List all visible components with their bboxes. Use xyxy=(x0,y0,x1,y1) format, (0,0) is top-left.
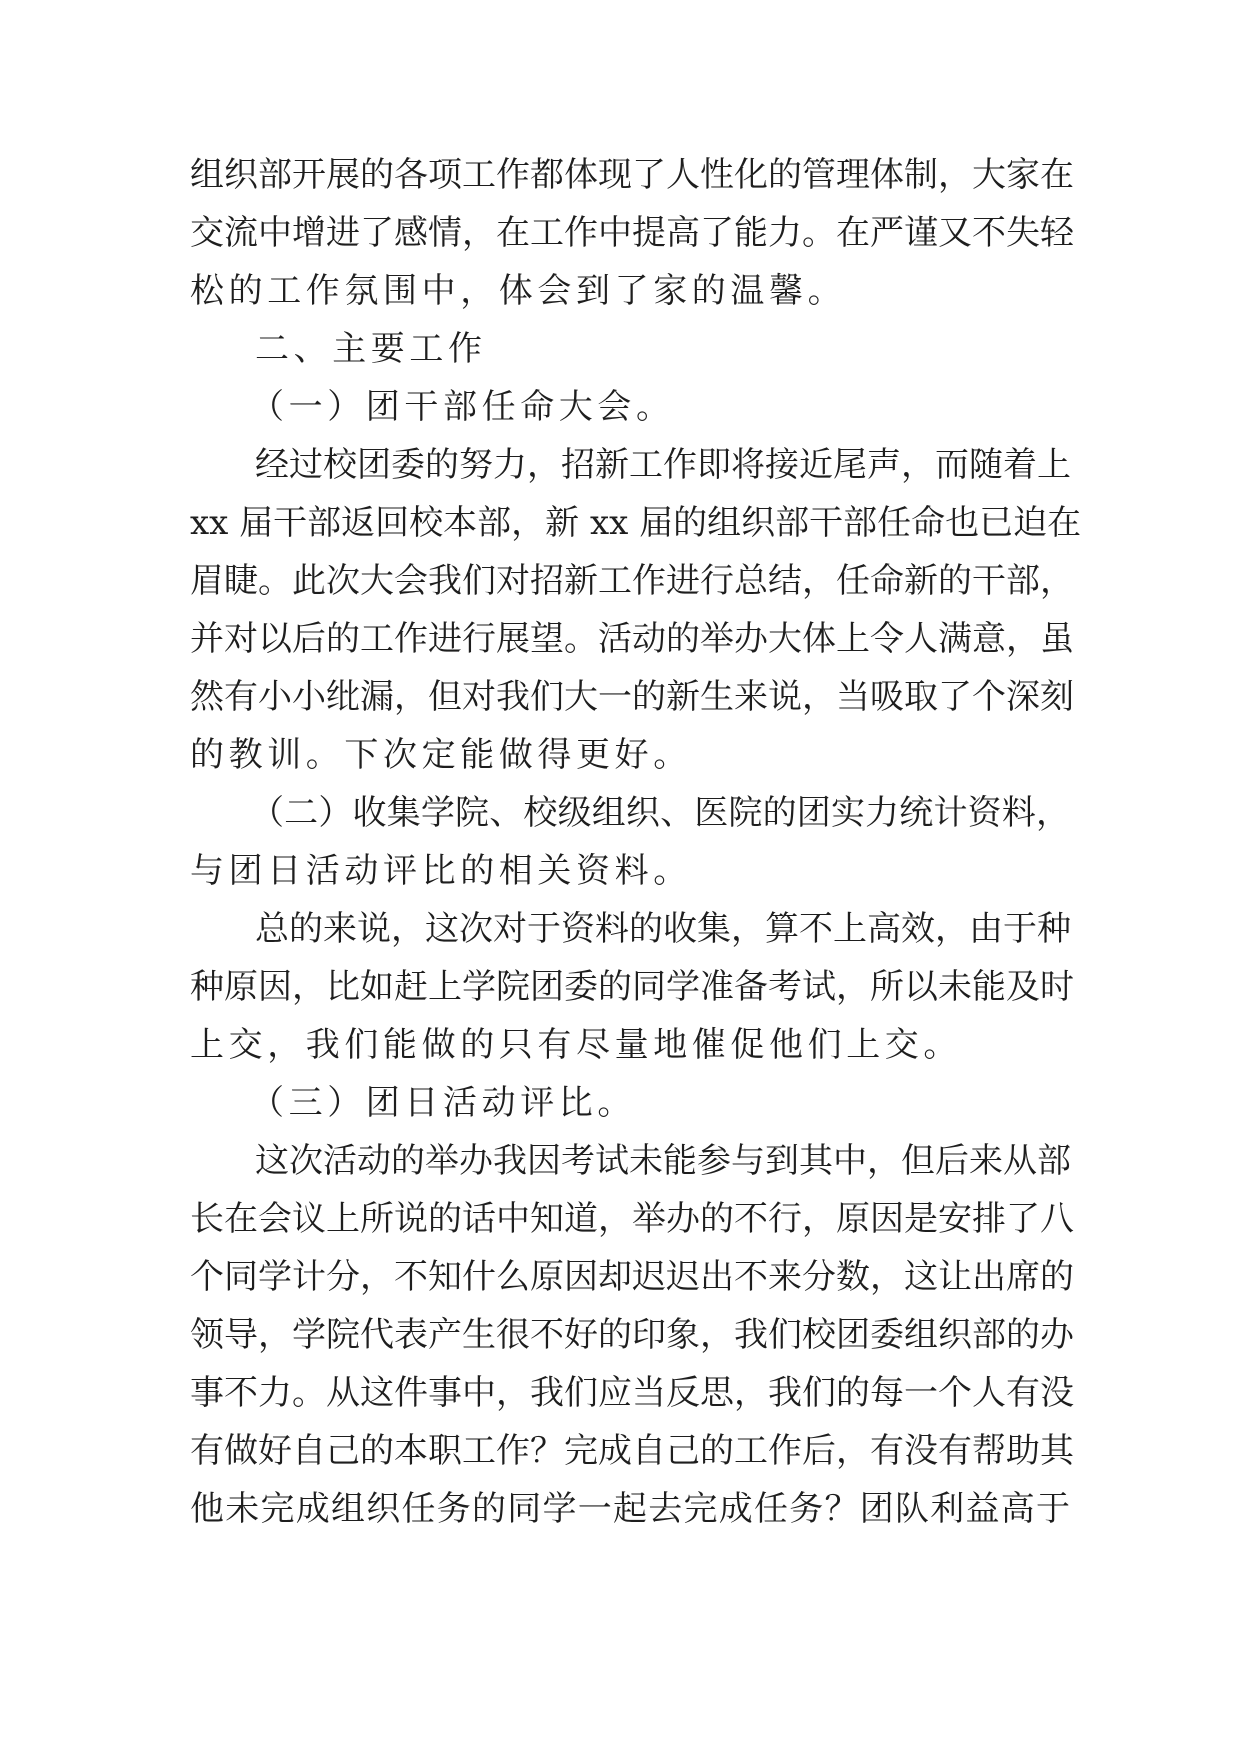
paragraph-line: 有做好自己的本职工作？完成自己的工作后，有没有帮助其 xyxy=(190,1431,1074,1471)
subsection-heading: （三）团日活动评比。 xyxy=(250,1083,636,1123)
paragraph-line: 交流中增进了感情，在工作中提高了能力。在严谨又不失轻 xyxy=(190,213,1074,253)
section-heading: 二、主要工作 xyxy=(255,329,487,369)
paragraph-line: 领导，学院代表产生很不好的印象，我们校团委组织部的办 xyxy=(190,1315,1074,1355)
paragraph-line: 个同学计分，不知什么原因却迟迟出不来分数，这让出席的 xyxy=(190,1257,1074,1297)
paragraph-line: 松的工作氛围中，体会到了家的温馨。 xyxy=(190,271,847,311)
paragraph-line: 的教训。下次定能做得更好。 xyxy=(190,735,692,775)
paragraph-line: 并对以后的工作进行展望。活动的举办大体上令人满意，虽 xyxy=(190,619,1074,659)
paragraph-line: 这次活动的举办我因考试未能参与到其中，但后来从部 xyxy=(255,1141,1071,1181)
subsection-heading: （二）收集学院、校级组织、医院的团实力统计资料， xyxy=(250,793,1070,833)
paragraph-line: 眉睫。此次大会我们对招新工作进行总结，任命新的干部， xyxy=(190,561,1074,601)
subsection-heading: （一）团干部任命大会。 xyxy=(250,387,675,427)
paragraph-line: 然有小小纰漏，但对我们大一的新生来说，当吸取了个深刻 xyxy=(190,677,1074,717)
paragraph-line: 种原因，比如赶上学院团委的同学准备考试，所以未能及时 xyxy=(190,967,1074,1007)
paragraph-line: 经过校团委的努力，招新工作即将接近尾声，而随着上 xyxy=(255,445,1071,485)
paragraph-line: 事不力。从这件事中，我们应当反思，我们的每一个人有没 xyxy=(190,1373,1074,1413)
paragraph-line: xx 届干部返回校本部，新 xx 届的组织部干部任命也已迫在 xyxy=(190,503,1082,543)
paragraph-line: 总的来说，这次对于资料的收集，算不上高效，由于种 xyxy=(255,909,1071,949)
paragraph-line: 他未完成组织任务的同学一起去完成任务？团队利益高于 xyxy=(190,1489,1070,1529)
paragraph-line: 上交，我们能做的只有尽量地催促他们上交。 xyxy=(190,1025,962,1065)
subsection-heading-continued: 与团日活动评比的相关资料。 xyxy=(190,851,692,891)
paragraph-line: 长在会议上所说的话中知道，举办的不行，原因是安排了八 xyxy=(190,1199,1074,1239)
paragraph-line: 组织部开展的各项工作都体现了人性化的管理体制，大家在 xyxy=(190,155,1074,195)
